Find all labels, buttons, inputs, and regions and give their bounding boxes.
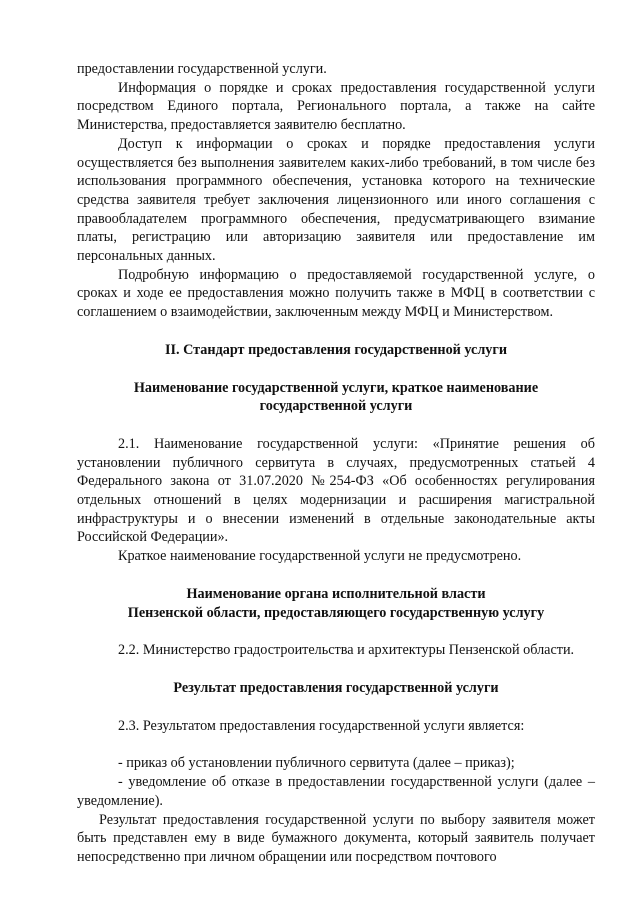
paragraph-continuation: предоставлении государственной услуги.	[77, 61, 327, 77]
subsection-heading-authority-line2: Пензенской области, предоставляющего государственную услугу	[127, 604, 545, 621]
subsection-heading-name-line1: Наименование государственной услуги, краткое наименование	[133, 379, 539, 396]
subsection-heading-name-line2: государственной услуги	[259, 398, 413, 415]
paragraph-short-name: Краткое наименование государственной услуги не предусмотрено.	[118, 548, 522, 565]
paragraph-2-3: 2.3. Результатом предоставления государственной услуги является:	[118, 717, 525, 734]
document-page	[77, 60, 595, 867]
paragraph-information-free: Информация о порядке и сроках предоставления государственной услуги посредством Единого портала, Регионального портала, а также на сайте Министерства, предоставляется заявителю бесплатно.	[77, 79, 595, 134]
list-item-notice: - уведомление об отказе в предоставлении государственной услуги (далее – уведомление).	[77, 774, 595, 809]
paragraph-2-1: 2.1. Наименование государственной услуги: «Принятие решения об установлении публичного сервитута в случаях, предусмотренных статьей 4 Федерального закона от 31.07.2020 №254-ФЗ «Об особенностях регулирования отдельных отношений в целях модернизации и расширения магистральной инфраструктуры и о внесении изменений в отдельные законодательные акты Российской Федерации».	[77, 435, 595, 546]
section-title: II. Стандарт предоставления государственной услуги	[164, 341, 508, 358]
paragraph-2-2: 2.2. Министерство градостроительства и архитектуры Пензенской области.	[118, 642, 575, 659]
list-item-order: - приказ об установлении публичного сервитута (далее – приказ);	[118, 755, 515, 772]
paragraph-access-info: Доступ к информации о сроках и порядке предоставления услуги осуществляется без выполнения заявителем каких-либо требований, в том числе без использования программного обеспечения, установка которого на технические средства заявителя требует заключения лицензионного или иного соглашения с правообладателем программного обеспечения, предусматривающего взимание платы, регистрацию или авторизацию заявителя или предоставление им персональных данных.	[77, 135, 595, 265]
subsection-heading-authority-line1: Наименование органа исполнительной власти	[186, 585, 486, 602]
subsection-heading-result: Результат предоставления государственной услуги	[173, 679, 499, 696]
paragraph-mfc-info: Подробную информацию о предоставляемой государственной услуге, о сроках и ходе ее предоставления можно получить также в МФЦ в соответствии с соглашением о взаимодействии, заключенным между МФЦ и Министерством.	[77, 266, 595, 321]
paragraph-result-delivery: Результат предоставления государственной услуги по выбору заявителя может быть представлен ему в виде бумажного документа, который заявитель получает непосредственно при личном обращении или посредством почтового	[77, 811, 595, 865]
